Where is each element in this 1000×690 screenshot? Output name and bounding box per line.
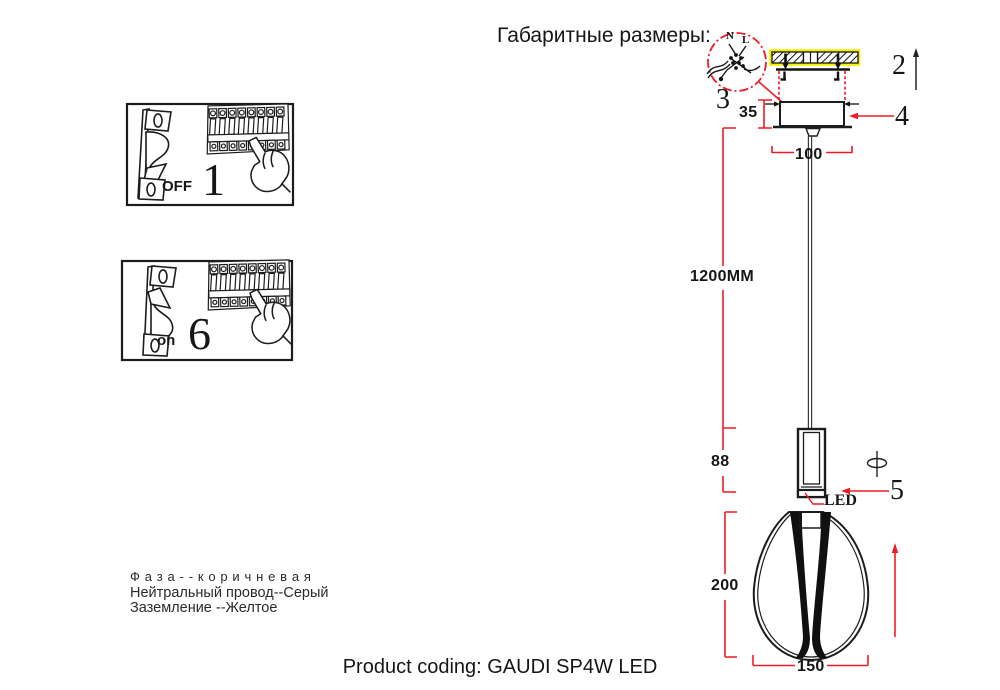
callout-2-arrow — [913, 48, 919, 90]
wiring-phase-label: Ф а з а - - к о р и ч н е в а я — [130, 569, 312, 584]
dim-canopy-height: 35 — [739, 104, 758, 121]
step-number-1: 1 — [202, 154, 225, 205]
shade-art — [754, 512, 868, 660]
canopy-art — [765, 71, 859, 429]
callout-3: 3 — [716, 84, 730, 115]
wire-n-label: N — [726, 30, 734, 42]
step-number-6: 6 — [188, 308, 211, 359]
product-coding: Product coding: GAUDI SP4W LED — [342, 656, 658, 678]
callout-4: 4 — [895, 101, 909, 132]
page-title: Габаритные размеры: — [497, 24, 711, 47]
rotation-axis-icon — [868, 451, 887, 477]
wiring-neutral-label: Нейтральный провод--Серый — [130, 585, 329, 601]
wiring-ground-label: Заземление --Желтое — [130, 600, 278, 616]
ceiling-art — [771, 51, 860, 80]
led-label: LED — [824, 492, 857, 509]
dim-canopy-width: 100 — [795, 146, 823, 163]
dim-shade-width: 150 — [797, 658, 825, 675]
wire-l-label: L — [742, 34, 750, 46]
led-holder-art — [798, 429, 825, 497]
callout-5: 5 — [890, 475, 904, 506]
switch-off-label: OFF — [162, 178, 192, 195]
switch-on-label: on — [157, 332, 176, 349]
dim-holder-height: 88 — [711, 453, 730, 470]
callout-2: 2 — [892, 50, 906, 81]
breaker-row-icon — [206, 104, 289, 154]
dim-suspension: 1200MM — [690, 268, 755, 285]
dim-shade-height: 200 — [711, 577, 739, 594]
